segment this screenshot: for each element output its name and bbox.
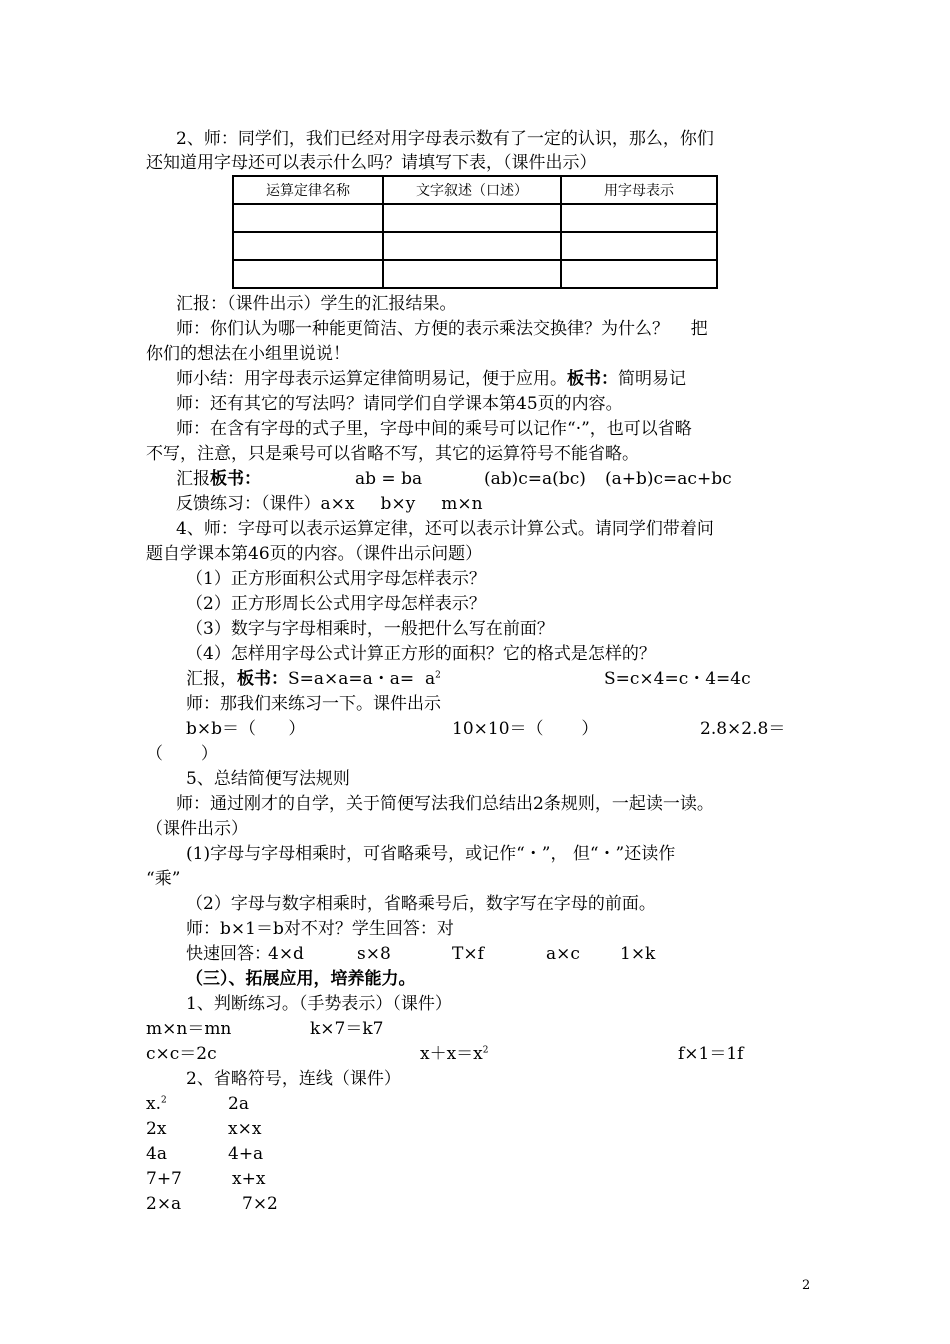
match-right-item: 7×2 [242, 1194, 278, 1214]
judge-item: c×c＝2c [146, 1044, 217, 1064]
table-cell[interactable] [233, 260, 383, 288]
table-cell[interactable] [561, 232, 717, 260]
question-item: （2）正方形周长公式用字母怎样表示？ [186, 594, 486, 614]
table-cell[interactable] [233, 204, 383, 232]
match-right-item: 2a [228, 1094, 249, 1114]
question-item: （4）怎样用字母公式计算正方形的面积？它的格式是怎样的？ [186, 644, 656, 664]
table-cell[interactable] [561, 260, 717, 288]
question3-line2: 不写，注意，只是乘号可以省略不写，其它的运算符号不能省略。 [146, 444, 639, 464]
rule1-line1: (1)字母与字母相乘时，可省略乘号，或记作“・”， 但“・”还读作 [186, 844, 676, 864]
summary-line [176, 367, 686, 391]
check-line: 师：b×1＝b对不对？学生回答：对 [186, 919, 454, 939]
match-left-item: 2×a [146, 1194, 182, 1214]
table-header-row [233, 176, 717, 204]
table-cell[interactable] [383, 260, 561, 288]
board2-prefix: 汇报， [186, 669, 237, 689]
report-line: 汇报：（课件出示）学生的汇报结果。 [176, 294, 457, 314]
match-left-item: 4a [146, 1144, 167, 1164]
law-table [232, 175, 718, 289]
question-line2: 你们的想法在小组里说说！ [146, 344, 350, 364]
quick-answer-label: 快速回答： [186, 944, 271, 964]
board1-bold: 板书： [210, 469, 261, 489]
table-cell[interactable] [561, 204, 717, 232]
judge-item: m×n＝mn [146, 1019, 232, 1039]
quick-answer-item: 1×k [620, 944, 656, 964]
section5-title: 5、总结简便写法规则 [186, 769, 350, 789]
quick-answer-item: T×f [452, 944, 484, 964]
board1-prefix: 汇报 [176, 469, 210, 489]
practice-exercise-3: 2.8×2.8＝ [700, 719, 786, 739]
quick-answer-item: 4×d [268, 944, 304, 964]
section5-line1: 师：通过刚才的自学，关于简便写法我们总结出2条规则，一起读一读。 [176, 794, 714, 814]
section5-line2: （课件出示） [146, 819, 248, 839]
intro-line1: 2、师：同学们，我们已经对用字母表示数有了一定的认识，那么，你们 [176, 129, 714, 149]
board-text: 简明易记 [618, 369, 686, 389]
section4-line2: 题自学课本第46页的内容。（课件出示问题） [146, 544, 483, 564]
board-label: 板书： [567, 369, 618, 389]
board2-line [186, 667, 441, 691]
page-number: 2 [802, 1278, 811, 1293]
practice-intro: 师：那我们来练习一下。课件出示 [186, 694, 441, 714]
table-cell[interactable] [383, 232, 561, 260]
board2-label: 板书： [237, 669, 288, 689]
section3-heading: （三）、拓展应用，培养能力。 [186, 969, 416, 989]
formula-associative: (ab)c=a(bc) [484, 469, 586, 489]
match-right-item: 4+a [228, 1144, 264, 1164]
judge-item: k×7＝k7 [310, 1019, 384, 1039]
table-header-description: 文字叙述（口述） [383, 176, 561, 204]
formula-commutative: ab = ba [355, 469, 423, 489]
match-left-item [146, 1092, 167, 1116]
feedback-item: b×y [380, 494, 416, 514]
area-formula: S=a×a=a・a= a [288, 669, 436, 689]
table-header-letter-form: 用字母表示 [561, 176, 717, 204]
summary-text: 师小结：用字母表示运算定律简明易记，便于应用。 [176, 369, 567, 389]
judge-item-exponent: 2 [482, 1045, 489, 1056]
section4-line1: 4、师：字母可以表示运算定律，还可以表示计算公式。请同学们带着问 [176, 519, 714, 539]
rule2-line: （2）字母与数字相乘时，省略乘号后，数字写在字母的前面。 [186, 894, 656, 914]
match-right-item: x+x [232, 1169, 266, 1189]
area-exponent: 2 [435, 670, 441, 681]
quick-answer-item: a×c [546, 944, 580, 964]
match-left-exponent: 2 [161, 1095, 167, 1106]
match-title: 2、省略符号，连线（课件） [186, 1069, 401, 1089]
question2-line: 师：还有其它的写法吗？请同学们自学课本第45页的内容。 [176, 394, 623, 414]
quick-answer-item: s×8 [357, 944, 391, 964]
feedback-item: a×x [320, 494, 355, 514]
table-cell[interactable] [383, 204, 561, 232]
perimeter-formula: S=c×4=c・4=4c [604, 669, 751, 689]
feedback-item: m×n [441, 494, 483, 514]
formula-distributive: (a+b)c=ac+bc [605, 469, 732, 489]
judge-item: f×1＝1f [678, 1044, 744, 1064]
match-left-item: 2x [146, 1119, 167, 1139]
practice-exercise-1: b×b＝（ ） [186, 719, 306, 739]
judge-item [420, 1042, 489, 1066]
feedback-label: 反馈练习：（课件） [176, 494, 321, 514]
question-line1: 师：你们认为哪一种能更简洁、方便的表示乘法交换律？为什么？ 把 [176, 319, 708, 339]
table-row [233, 232, 717, 260]
question-item: （3）数字与字母相乘时，一般把什么写在前面？ [186, 619, 554, 639]
match-left-item: 7+7 [146, 1169, 182, 1189]
intro-line2: 还知道用字母还可以表示什么吗？请填写下表，（课件出示） [146, 153, 597, 173]
board1-label [176, 467, 261, 491]
table-cell[interactable] [233, 232, 383, 260]
match-right-item: x×x [228, 1119, 262, 1139]
match-left-text: x. [146, 1094, 161, 1114]
table-row [233, 204, 717, 232]
table-row [233, 260, 717, 288]
feedback-line [176, 492, 483, 516]
judge-title: 1、判断练习。（手势表示）（课件） [186, 994, 452, 1014]
question3-line1: 师：在含有字母的式子里，字母中间的乘号可以记作“·”，也可以省略 [176, 419, 692, 439]
practice-exercise-2: 10×10＝（ ） [452, 719, 599, 739]
rule1-line2: “乘” [146, 869, 181, 889]
judge-item-text: x＋x＝x [420, 1044, 483, 1064]
table-header-law-name: 运算定律名称 [233, 176, 383, 204]
question-item: （1）正方形面积公式用字母怎样表示？ [186, 569, 486, 589]
practice-exercise-3-blank: （ ） [146, 744, 218, 764]
